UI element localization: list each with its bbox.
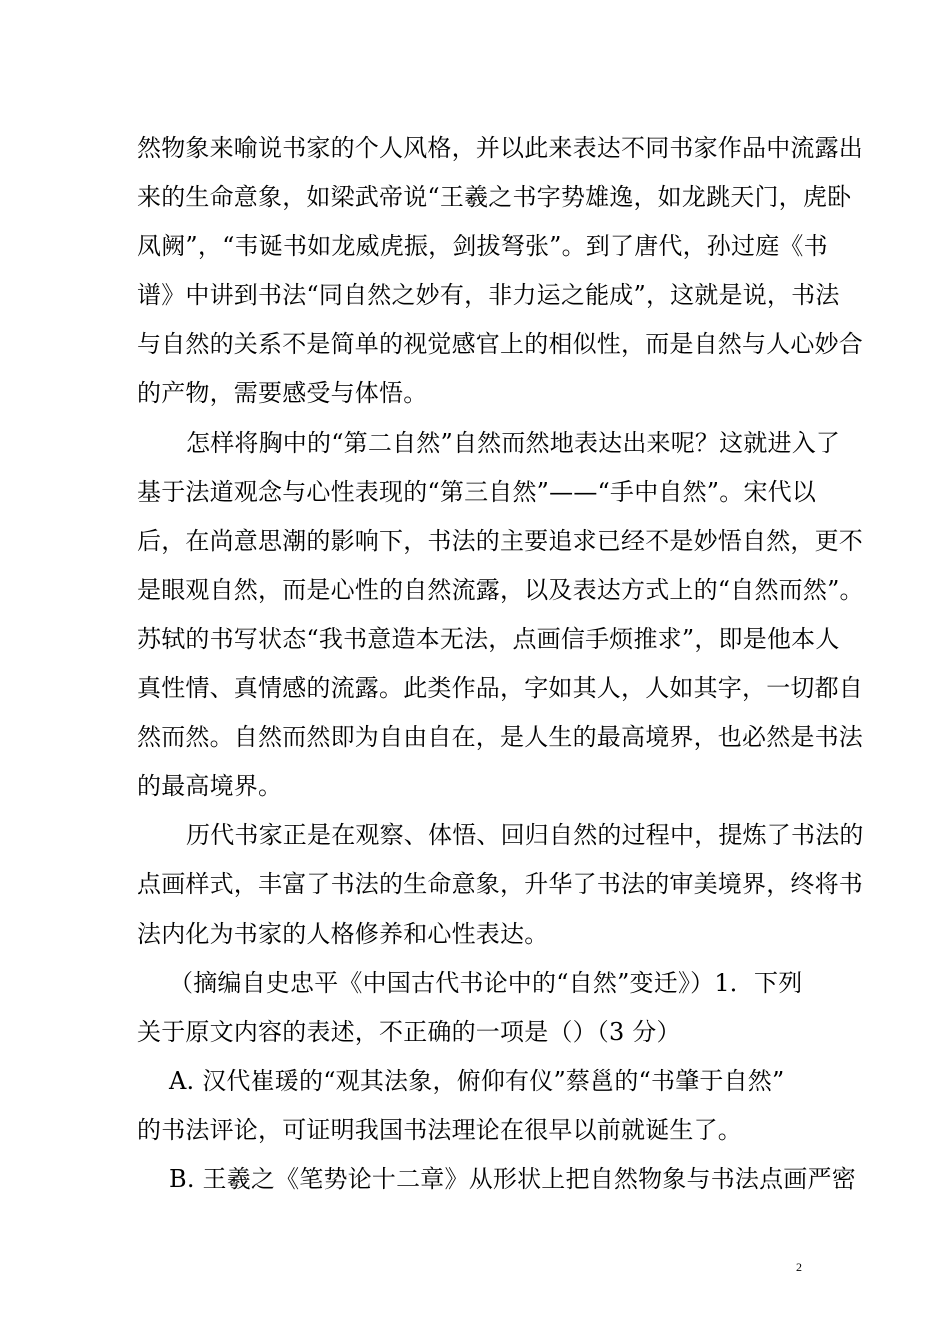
text-line: 法内化为书家的人格修养和心性表达。: [137, 919, 549, 948]
text-line: 凤阙”，“韦诞书如龙威虎振，剑拔弩张”。到了唐代，孙过庭《书: [137, 232, 828, 261]
text-line: 后，在尚意思潮的影响下，书法的主要追求已经不是妙悟自然，更不: [137, 526, 863, 555]
body-text: [137, 124, 864, 1204]
option-a-line: A. 汉代崔瑗的“观其法象，俯仰有仪”蔡邕的“书肇于自然”: [169, 1066, 785, 1095]
text-line: 真性情、真情感的流露。此类作品，字如其人，人如其字，一切都自: [137, 674, 863, 703]
text-line: 苏轼的书写状态“我书意造本无法，点画信手烦推求”，即是他本人: [137, 624, 840, 653]
question-line: 关于原文内容的表述，不正确的一项是（）（3 分）: [137, 1017, 681, 1046]
paragraph-first-line: 怎样将胸中的“第二自然”自然而然地表达出来呢？这就进入了: [186, 428, 841, 457]
text-line: 点画样式，丰富了书法的生命意象，升华了书法的审美境界，终将书: [137, 870, 863, 899]
option-a-continuation: 的书法评论，可证明我国书法理论在很早以前就诞生了。: [137, 1115, 742, 1144]
paragraph-first-line: 历代书家正是在观察、体悟、回归自然的过程中，提炼了书法的: [186, 821, 864, 850]
text-line: 的产物，需要感受与体悟。: [137, 379, 428, 408]
text-line: 的最高境界。: [137, 772, 283, 801]
text-line: 来的生命意象，如梁武帝说“王羲之书字势雄逸，如龙跳天门，虎卧: [137, 183, 852, 212]
text-line: 是眼观自然，而是心性的自然流露，以及表达方式上的“自然而然”。: [137, 575, 864, 604]
text-line: 谱》中讲到书法“同自然之妙有，非力运之能成”，这就是说，书法: [137, 281, 840, 310]
text-line: 然物象来喻说书家的个人风格，并以此来表达不同书家作品中流露出: [137, 134, 863, 162]
page-number: 2: [796, 1260, 802, 1274]
text-line: 基于法道观念与心性表现的“第三自然”——“手中自然”。宋代以: [137, 477, 817, 506]
text-line: 与自然的关系不是简单的视觉感官上的相似性，而是自然与人心妙合: [137, 330, 863, 359]
option-b-line: B. 王羲之《笔势论十二章》从形状上把自然物象与书法点画严密: [169, 1164, 856, 1193]
text-line: 然而然。自然而然即为自由自在，是人生的最高境界，也必然是书法: [137, 723, 863, 752]
source-citation-line: （摘编自史忠平《中国古代书论中的“自然”变迁》）1．下列: [169, 968, 803, 997]
